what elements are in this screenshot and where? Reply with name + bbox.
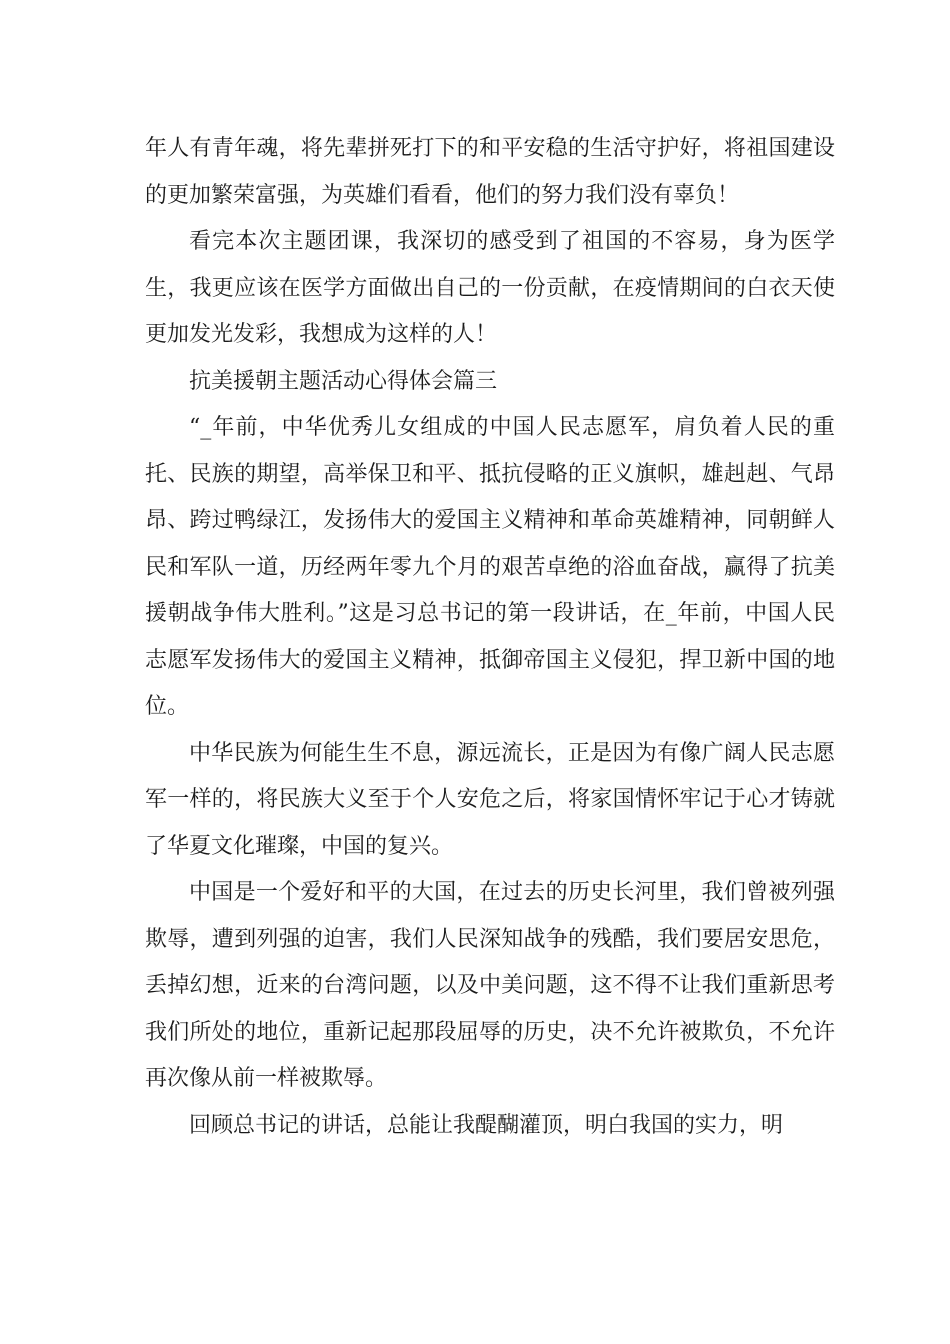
paragraph-continuation: 年人有青年魂，将先辈拼死打下的和平安稳的生活守护好，将祖国建设的更加繁荣富强，为英雄们看看，他们的努力我们没有辜负！ [145,136,835,208]
section-heading: 抗美援朝主题活动心得体会篇三 [189,368,498,394]
paragraph-quote: “_年前，中华优秀儿女组成的中国人民志愿军，肩负着人民的重托、民族的期望，高举保卫和平、抵抗侵略的正义旗帜，雄赳赳、气昂昂、跨过鸭绿江，发扬伟大的爱国主义精神和革命英雄精神，同朝鲜人民和军队一道，历经两年零九个月的艰苦卓绝的浴血奋战，赢得了抗美援朝战争伟大胜利。”这是习总书记的第一段讲话，在_年前，中国人民志愿军发扬伟大的爱国主义精神，抵御帝国主义侵犯，捍卫新中国的地位。 [145,415,835,719]
paragraph-review: 回顾总书记的讲话，总能让我醍醐灌顶，明白我国的实力，明 [189,1112,784,1138]
paragraph-peace: 中国是一个爱好和平的大国，在过去的历史长河里，我们曾被列强欺辱，遭到列强的迫害，我们人民深知战争的残酷，我们要居安思危，丢掉幻想，近来的台湾问题，以及中美问题，这不得不让我们重新思考我们所处的地位，重新记起那段屈辱的历史，决不允许被欺负，不允许再次像从前一样被欺辱。 [145,880,835,1091]
paragraph-reflection: 看完本次主题团课，我深切的感受到了祖国的不容易，身为医学生，我更应该在医学方面做出自己的一份贡献，在疫情期间的白衣天使更加发光发彩，我想成为这样的人！ [145,229,835,347]
paragraph-nation: 中华民族为何能生生不息，源远流长，正是因为有像广阔人民志愿军一样的，将民族大义至于个人安危之后，将家国情怀牢记于心才铸就了华夏文化璀璨，中国的复兴。 [145,740,835,859]
document-body [145,126,835,1149]
